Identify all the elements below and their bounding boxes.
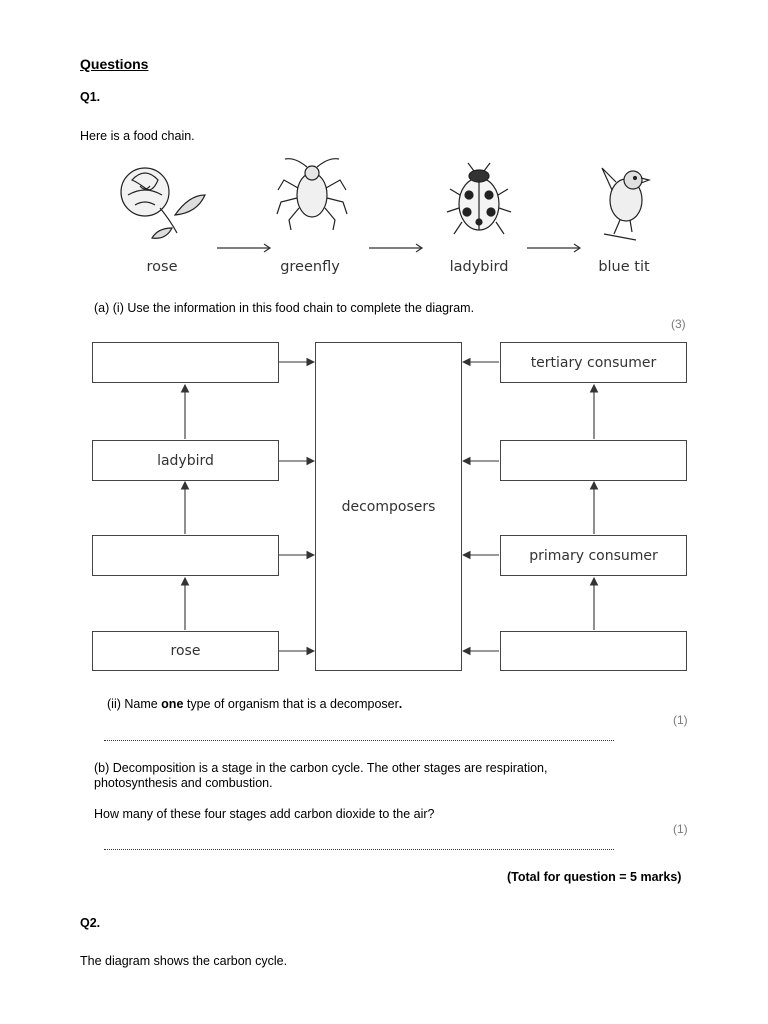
decomposers-box: decomposers — [315, 342, 462, 671]
q2-label: Q2. — [80, 916, 101, 930]
q1-label: Q1. — [80, 90, 101, 104]
q2-intro: The diagram shows the carbon cycle. — [80, 954, 288, 968]
q1-part-b-marks: (1) — [673, 822, 688, 836]
q1-part-a-ii-marks: (1) — [673, 713, 688, 727]
q1-part-a-i: (a) (i) Use the information in this food chain to complete the diagram. — [94, 301, 475, 315]
rose-icon — [121, 168, 205, 238]
answer-line-b[interactable] — [104, 849, 614, 850]
q1-part-a-ii-bold: one — [161, 697, 184, 711]
left-box-3[interactable] — [92, 535, 279, 576]
left-box-4: rose — [92, 631, 279, 671]
chain-label-greenfly: greenfly — [280, 259, 340, 275]
ladybird-icon — [447, 163, 511, 234]
q1-total: (Total for question = 5 marks) — [507, 870, 682, 884]
answer-line-a-ii[interactable] — [104, 740, 614, 741]
right-box-1: tertiary consumer — [500, 342, 687, 383]
greenfly-icon — [277, 159, 347, 230]
q1-part-a-ii-end: . — [398, 697, 403, 711]
chain-label-blue-tit: blue tit — [598, 259, 650, 275]
chain-arrows — [217, 244, 580, 252]
q1-intro: Here is a food chain. — [80, 129, 195, 143]
q1-part-a-ii — [107, 697, 402, 711]
q1-part-b-question: How many of these four stages add carbon dioxide to the air? — [94, 807, 435, 821]
q1-part-b-line1: (b) Decomposition is a stage in the carbon cycle. The other stages are respiration, — [94, 761, 548, 775]
q1-part-a-ii-post: type of organism that is a decomposer — [183, 697, 399, 711]
q1-part-a-i-marks: (3) — [671, 317, 686, 331]
left-box-1[interactable] — [92, 342, 279, 383]
right-box-2[interactable] — [500, 440, 687, 481]
q1-part-b-line2: photosynthesis and combustion. — [94, 776, 273, 790]
right-box-3: primary consumer — [500, 535, 687, 576]
blue-tit-icon — [602, 168, 649, 240]
left-box-2: ladybird — [92, 440, 279, 481]
page-heading: Questions — [80, 56, 149, 72]
right-box-4[interactable] — [500, 631, 687, 671]
chain-label-rose: rose — [146, 259, 178, 275]
chain-label-ladybird: ladybird — [449, 259, 509, 275]
q1-part-a-ii-pre: (ii) Name — [107, 697, 162, 711]
